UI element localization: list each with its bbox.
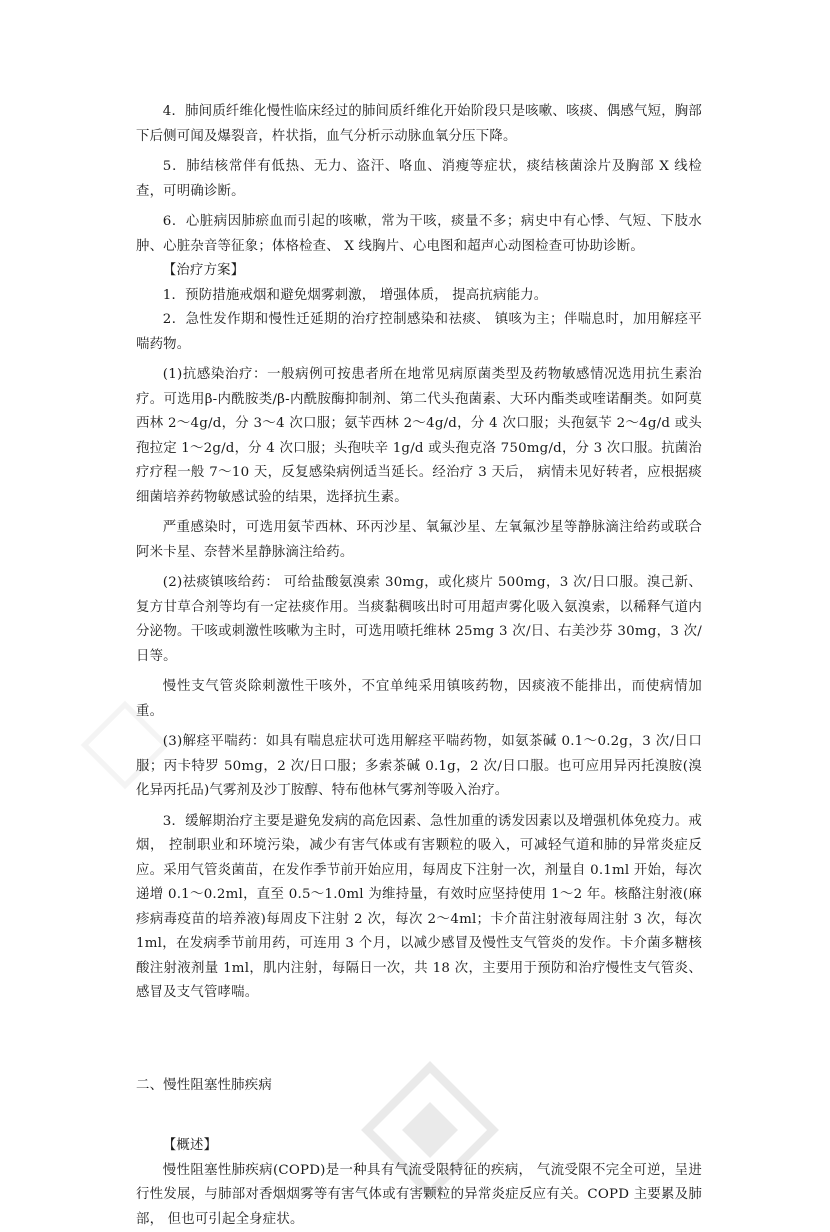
paragraph-anti-infection: (1)抗感染治疗：一般病例可按患者所在地常见病原菌类型及药物敏感情况选用抗生素治疗。可选用β-内酰胺类/β-内酰胺酶抑制剂、第二代头孢菌素、大环内酯类或喹诺酮类。如阿莫西林 2～4g/d，分 3～4 次口服；氨苄西林 2～4g/d，分 4 次口服；头孢氨苄 2～4g/d 或头孢拉定 1～2g/d，分 4 次口服；头孢呋辛 1g/d 或头孢克洛 750mg/d，分 3 次口服。抗菌治疗疗程一般 7～10 天，反复感染病例适当延长。经治疗 3 天后， 病情未见好转者，应根据痰细菌培养药物敏感试验的结果，选择抗生素。 bbox=[136, 363, 702, 510]
paragraph-treatment-2: 2．急性发作期和慢性迁延期的治疗控制感染和祛痰、 镇咳为主；伴喘息时，加用解痉平喘药物。 bbox=[136, 308, 702, 357]
paragraph-antispasmodic: (3)解痉平喘药：如具有喘息症状可选用解痉平喘药物，如氨茶碱 0.1～0.2g，3 次/日口服；丙卡特罗 50mg，2 次/日口服；多索茶碱 0.1g，2 次/日口服。也可应用异丙托溴胺(溴化异丙托品)气雾剂及沙丁胺醇、特布他林气雾剂等吸入治疗。 bbox=[136, 730, 702, 804]
paragraph-severe-infection: 严重感染时，可选用氨苄西林、环丙沙星、氧氟沙星、左氧氟沙星等静脉滴注给药或联合阿米卡星、奈替米星静脉滴注给药。 bbox=[136, 516, 702, 565]
paragraph-chronic-bronchitis-note: 慢性支气管炎除刺激性干咳外，不宜单纯采用镇咳药物，因痰液不能排出，而使病情加重。 bbox=[136, 675, 702, 724]
section-title-copd: 二、慢性阻塞性肺疾病 bbox=[136, 1074, 702, 1099]
section-heading-treatment: 【治疗方案】 bbox=[136, 259, 702, 284]
paragraph-treatment-1: 1．预防措施戒烟和避免烟雾刺激， 增强体质， 提高抗病能力。 bbox=[136, 284, 702, 309]
section-heading-overview: 【概述】 bbox=[136, 1134, 702, 1159]
document-body bbox=[136, 100, 702, 1232]
paragraph-differential-5: 5．肺结核常伴有低热、无力、盗汗、咯血、消瘦等症状，痰结核菌涂片及胸部 X 线检查，可明确诊断。 bbox=[136, 155, 702, 204]
paragraph-remission: 3．缓解期治疗主要是避免发病的高危因素、急性加重的诱发因素以及增强机体免疫力。戒烟， 控制职业和环境污染，减少有害气体或有害颗粒的吸入，可减轻气道和肺的异常炎症反应。采用气管炎菌苗，在发作季节前开始应用，每周皮下注射一次，剂量自 0.1ml 开始，每次递增 0.1～0.2ml，直至 0.5～1.0ml 为维持量，有效时应坚持使用 1～2 年。核酪注射液(麻疹病毒疫苗的培养液)每周皮下注射 2 次，每次 2～4ml；卡介苗注射液每周注射 3 次，每次 1ml，在发病季节前用药，可连用 3 个月，以减少感冒及慢性支气管炎的发作。卡介菌多糖核酸注射液剂量 1ml，肌内注射，每隔日一次，共 18 次，主要用于预防和治疗慢性支气管炎、感冒及支气管哮喘。 bbox=[136, 810, 702, 1006]
paragraph-differential-4: 4．肺间质纤维化慢性临床经过的肺间质纤维化开始阶段只是咳嗽、咳痰、偶感气短，胸部下后侧可闻及爆裂音，杵状指，血气分析示动脉血氧分压下降。 bbox=[136, 100, 702, 149]
paragraph-differential-6: 6．心脏病因肺瘀血而引起的咳嗽，常为干咳，痰量不多；病史中有心悸、气短、下肢水肿、心脏杂音等征象；体格检查、 X 线胸片、心电图和超声心动图检查可协助诊断。 bbox=[136, 210, 702, 259]
paragraph-copd-overview: 慢性阻塞性肺疾病(COPD)是一种具有气流受限特征的疾病， 气流受限不完全可逆，呈进行性发展，与肺部对香烟烟雾等有害气体或有害颗粒的异常炎症反应有关。COPD 主要累及肺部， 但也可引起全身症状。 bbox=[136, 1159, 702, 1232]
paragraph-expectorant: (2)祛痰镇咳给药： 可给盐酸氨溴索 30mg，或化痰片 500mg，3 次/日口服。溴己新、复方甘草合剂等均有一定祛痰作用。当痰黏稠咳出时可用超声雾化吸入氨溴索，以稀释气道内分泌物。干咳或刺激性咳嗽为主时，可选用喷托维林 25mg 3 次/日、右美沙芬 30mg，3 次/日等。 bbox=[136, 571, 702, 669]
